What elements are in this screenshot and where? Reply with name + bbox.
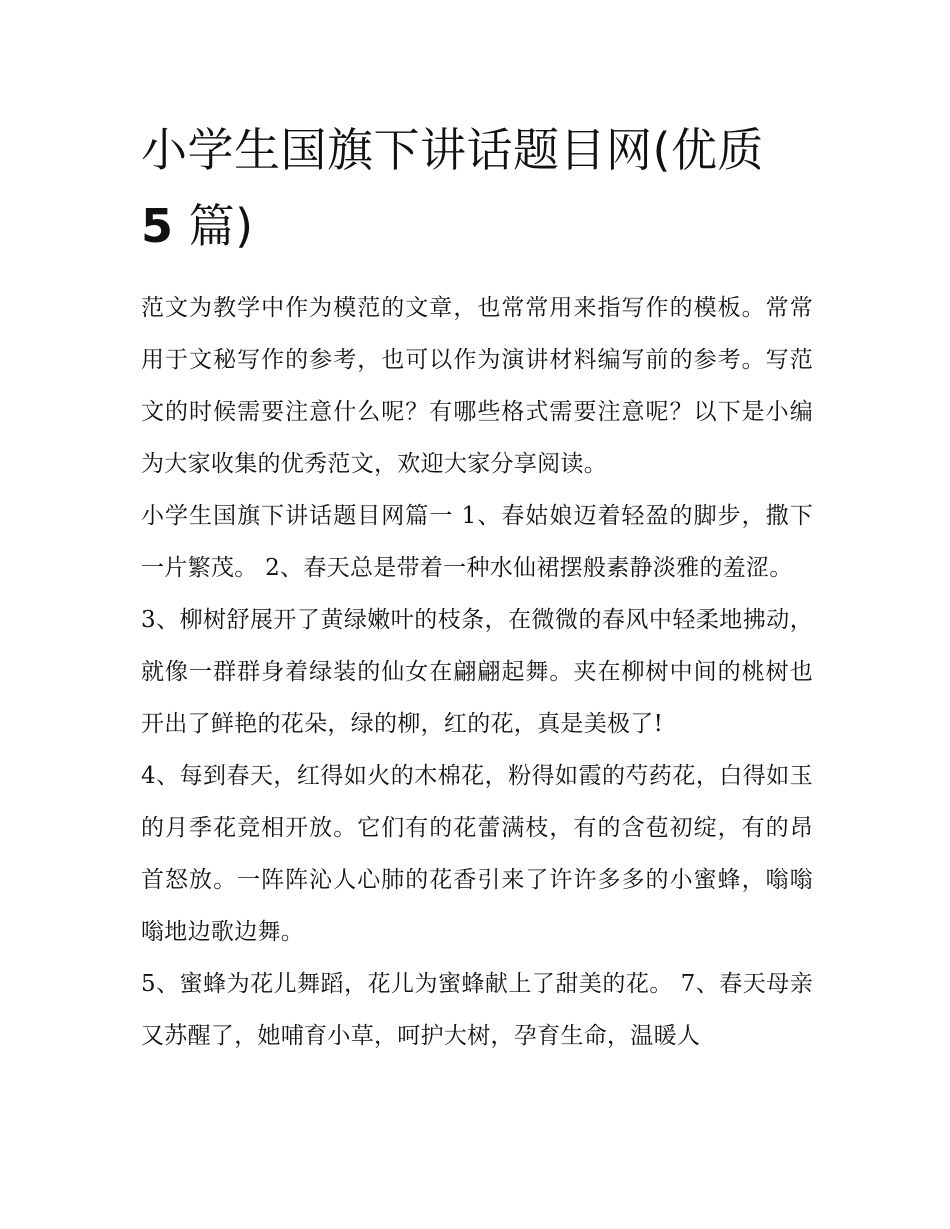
page-title [141,112,813,264]
document-content [141,112,813,1062]
paragraph-intro: 范文为教学中作为模范的文章，也常常用来指写作的模板。常常用于文秘写作的参考，也可以作为演讲材料编写前的参考。写范文的时候需要注意什么呢？有哪些格式需要注意呢？以下是小编为大家收集的优秀范文，欢迎大家分享阅读。 [141,295,813,477]
title-line-2: 篇) [173,199,254,253]
paragraph-3: 3、柳树舒展开了黄绿嫩叶的枝条，在微微的春风中轻柔地拂动，就像一群群身着绿装的仙女在翩翩起舞。夹在柳树中间的桃树也开出了鲜艳的花朵，绿的柳，红的花，真是美极了! [141,607,813,737]
paragraph-5: 5、蜜蜂为花儿舞蹈，花儿为蜜蜂献上了甜美的花。 7、春天母亲又苏醒了，她哺育小草，呵护大树，孕育生命，温暖人 [141,971,813,1049]
title-line-1: 小学生国旗下讲话题目网(优质 [141,123,764,177]
paragraph-1: 小学生国旗下讲话题目网篇一 1、春姑娘迈着轻盈的脚步，撒下一片繁茂。 2、春天总是带着一种水仙裙摆般素静淡雅的羞涩。 [141,503,813,581]
paragraph-4: 4、每到春天，红得如火的木棉花，粉得如霞的芍药花，白得如玉的月季花竞相开放。它们有的花蕾满枝，有的含苞初绽，有的昂首怒放。一阵阵沁人心肺的花香引来了许许多多的小蜜蜂，嗡嗡嗡地边歌边舞。 [141,763,813,945]
title-number: 5 [141,199,174,253]
